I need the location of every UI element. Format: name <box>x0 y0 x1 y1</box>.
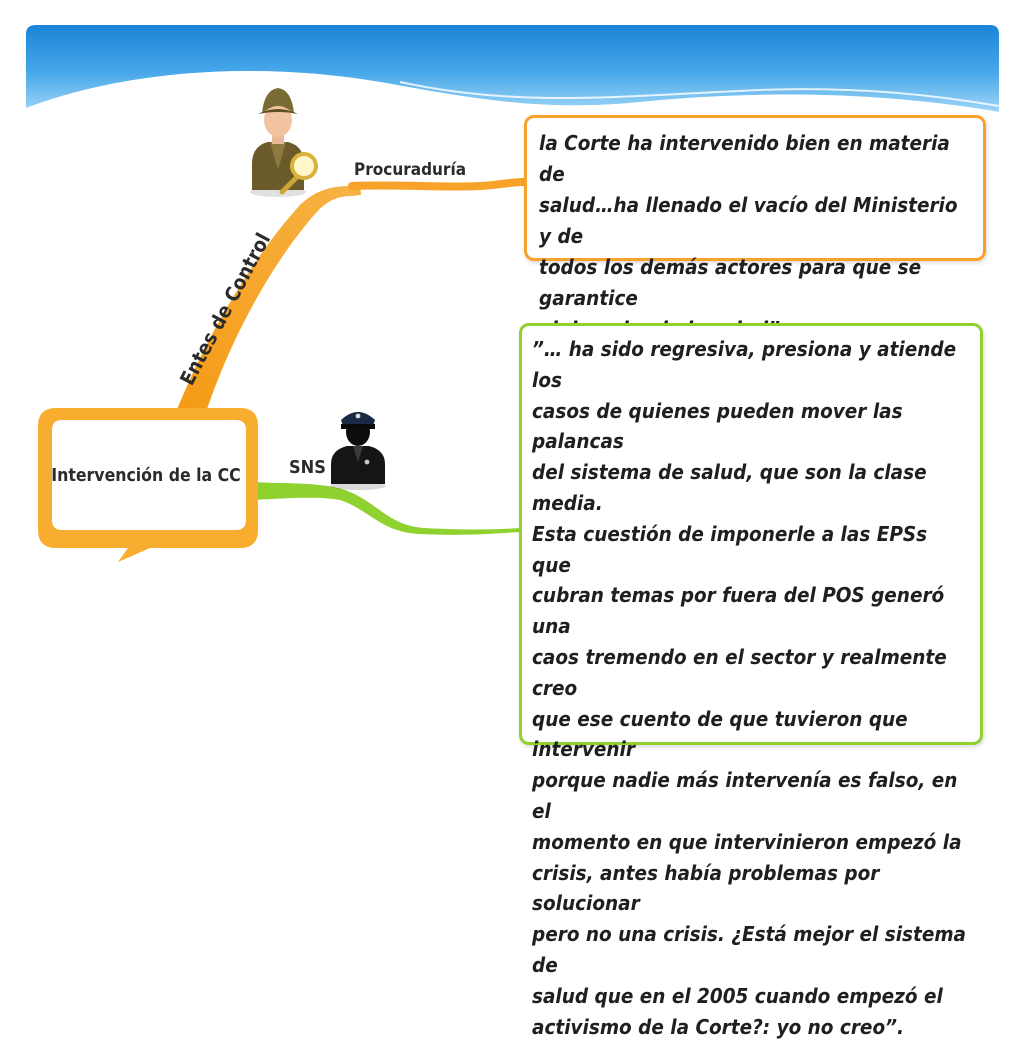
branch-procuraduria <box>352 182 524 187</box>
quote-line: Esta cuestión de imponerle a las EPSs que <box>532 521 928 577</box>
branch-label-entes-de-control: Entes de Control <box>174 228 276 390</box>
quote-line: la Corte ha intervenido bien en materia de <box>539 131 950 186</box>
branch-label-procuraduria: Procuraduría <box>354 160 467 180</box>
quote-line: porque nadie más intervenía es falso, en el <box>532 768 958 823</box>
quote-line: ”… ha sido regresiva, presiona y atiende los <box>532 337 957 392</box>
quote-line: casos de quienes pueden mover las palancas <box>532 398 903 454</box>
branch-label-sns: SNS <box>289 457 326 478</box>
quote-line: todos los demás actores para que se garantice <box>539 255 922 310</box>
quote-line: crisis, antes había problemas por solucionar <box>532 860 880 916</box>
quote-line: momento en que intervinieron empezó la <box>532 829 962 854</box>
quote-box-sns <box>519 323 983 1039</box>
quote-line: pero no una crisis. ¿Está mejor el sistema de <box>532 922 967 977</box>
quote-line: que ese cuento de que tuvieron que intervenir <box>532 706 908 762</box>
quote-line: del sistema de salud, que son la clase media. <box>532 460 927 515</box>
central-node-label: Intervención de la CC <box>51 466 241 486</box>
quote-line: salud…ha llenado el vacío del Ministerio y de <box>539 193 958 248</box>
police-officer-icon <box>327 400 389 490</box>
branch-entes-de-control <box>176 185 361 415</box>
quote-line: salud que en el 2005 cuando empezó el <box>532 983 943 1008</box>
detective-with-magnifier-icon <box>248 80 320 200</box>
quote-line: caos tremendo en el sector y realmente creo <box>532 644 947 700</box>
quote-box-procuraduria <box>524 115 986 310</box>
quote-line: activismo de la Corte?: yo no creo”. <box>532 1014 905 1039</box>
quote-line: cubran temas por fuera del POS generó una <box>532 583 945 639</box>
